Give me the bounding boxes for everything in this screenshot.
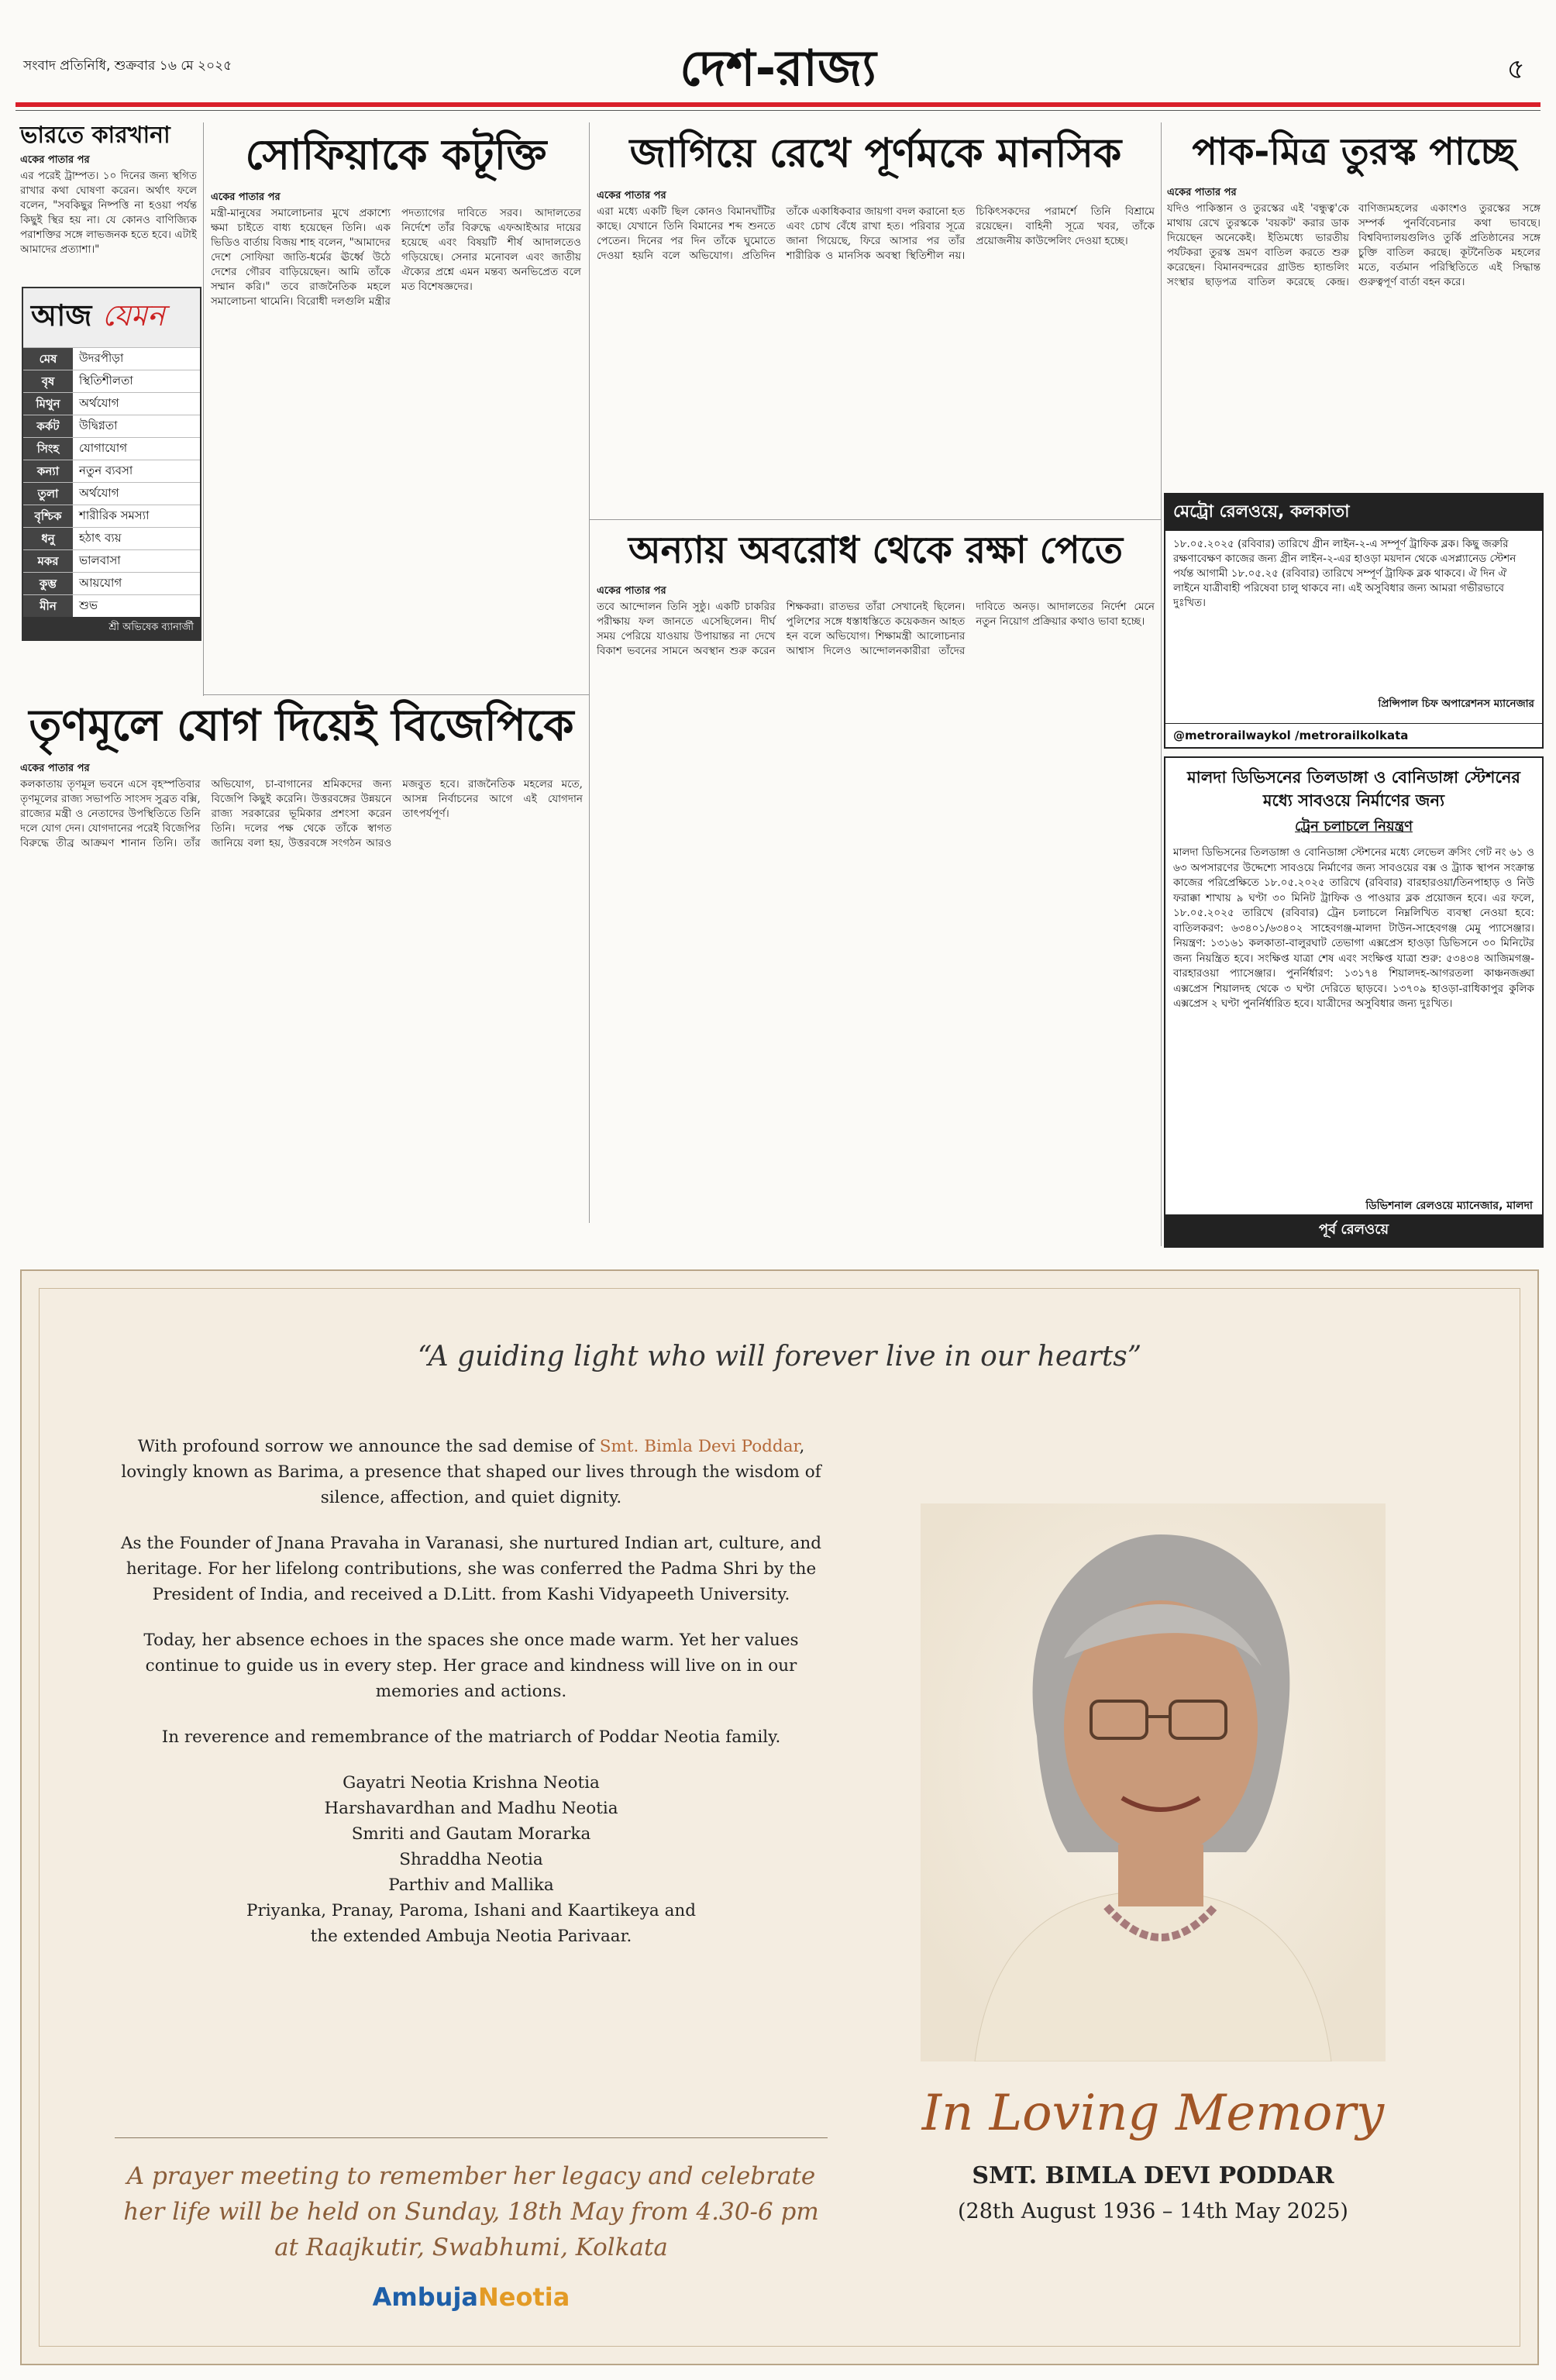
notice-body: মালদা ডিভিসনের তিলডাঙ্গা ও বোনিডাঙ্গা স্টেশনের মধ্যে লেভেল ক্রসিং গেট নং ৬১ ও ৬৩ অপসারণের উদ্দেশ্যে সাবওয়ে নির্মাণের জন্য সাবওয়ের বক্স ও ট্র্যাক স্থাপন সংক্রান্ত কাজের পরিপ্রেক্ষিতে ১৮.০৫.২০২৫ তারিখে (রবিবার) বারহারওয়া/তিনপাহাড় ও নিউ ফরাক্কা শাখায় ৯ ঘণ্টা ৩০ মিনিট ট্রাফিক ও পাওয়ার ব্লক প্রয়োজন হবে। এর ফলে, ১৮.০৫.২০২৫ তারিখে (রবিবার) ট্রেন চলাচলে নিম্নলিখিত ব্যবস্থা নেওয়া হবে: বাতিলকরণ: ৬৩৪০১/৬৩৪০২ সাহেবগঞ্জ-মালদা টাউন-সাহেবগঞ্জ মেমু প্যাসেঞ্জার। নিয়ন্ত্রণ: ১৩১৬১ কলকাতা-বালুরঘাট তেভাগা এক্সপ্রেস হাওড়া ডিভিসনে ৩০ মিনিটের জন্য নিয়ন্ত্রিত হবে। সংক্ষিপ্ত যাত্রা শেষ এবং সংক্ষিপ্ত যাত্রা শুরু: ৫৩৪৩৪ আজিমগঞ্জ-বারহারওয়া প্যাসেঞ্জার। পুনর্নির্ধারণ: ১৩১৭৪ শিয়ালদহ-আগরতলা কাঞ্চনজঙ্ঘা এক্সপ্রেস শিয়ালদহ থেকে ৩ ঘণ্টা দেরিতে ছাড়বে। ১৩৭০৯ হাওড়া-রাধিকাপুর কুলিক এক্সপ্রেস ২ ঘণ্টা পুনর্নির্ধারিত হবে। যাত্রীদের অসুবিধার জন্য দুঃখিত। [1173,846,1534,1010]
reverence-paragraph: In reverence and remembrance of the matriarch of Poddar Neotia family. [161,1727,781,1747]
logo-part-a: Ambuja [372,2282,479,2312]
social-handles: @metrorailwaykol /metrorailkolkata [1165,723,1542,747]
zodiac-forecast: স্থিতিশীলতা [79,373,133,387]
horoscope-row [23,505,200,527]
masthead-thin-rule [15,110,1541,111]
intro-paragraph [115,1434,828,1510]
notice-title: মেট্রো রেলওয়ে, কলকাতা [1165,494,1542,531]
headline: ভারতে কারখানা [20,122,170,149]
continued-label: একের পাতার পর [1167,186,1237,198]
notice-signature: প্রিন্সিপাল চিফ অপারেশনস ম্যানেজার [1378,697,1534,710]
horoscope-box [22,287,201,641]
zodiac-sign: কন্যা [23,460,73,482]
continued-label: একের পাতার পর [211,191,281,204]
horoscope-row [23,370,200,392]
horoscope-row [23,437,200,460]
intro-after: , lovingly known as Barima, a presence that shaped our lives through the wisdom of silence, affection, and quiet dignity. [121,1437,821,1507]
masthead [0,0,1556,116]
family-member-line: Gayatri Neotia Krishna Neotia [343,1773,600,1793]
zodiac-forecast: হঠাৎ ব্যয় [79,530,122,545]
zodiac-forecast: অর্থযোগ [79,395,119,410]
article-body: যদিও পাকিস্তান ও তুরস্কের এই 'বন্ধুত্ব'কে মাথায় রেখে তুরস্ককে 'বয়কট' করার ডাক দিয়েছেন অনেকেই। ইতিমধ্যে ভারতীয় পর্যটকরা তুরস্ক ভ্রমণ বাতিল করতে শুরু করেছেন। বিমানবন্দরের গ্রাউন্ড হ্যান্ডলিং সংস্থার ছাড়পত্র বাতিল করেছে কেন্দ্র। বাণিজ্যমহলের একাংশও তুরস্কের সঙ্গে সম্পর্ক পুনর্বিবেচনার কথা ভাবছে। বিশ্ববিদ্যালয়গুলিও তুর্কি প্রতিষ্ঠানের সঙ্গে চুক্তি বাতিল করছে। কূটনৈতিক মহলের মতে, বর্তমান পরিস্থিতিতে এই সিদ্ধান্ত গুরুত্বপূর্ণ বার্তা বহন করে। [1167,201,1541,288]
article-sofia [211,132,581,702]
horoscope-title [23,288,200,347]
horoscope-title-b: যেমন [102,298,165,332]
article-body: এর পরেই ট্রাম্পত। ১০ দিনের জন্য স্থগিত রাখার কথা ঘোষণা করেন। অর্থাৎ ফলে বলেন, "সবকিছুর নিষ্পত্তি না হওয়া পর্যন্ত কিছুই স্থির হয় না। যে কোনও বাণিজ্যিক পরাশক্তির সঙ্গে লাভজনক হতে হবে। এটাই আমাদের প্রত্যাশা।" [20,170,197,256]
zodiac-sign: বৃশ্চিক [23,505,73,527]
notice-body: ১৮.০৫.২০২৫ (রবিবার) তারিখে গ্রীন লাইন-২-এ সম্পূর্ণ ট্রাফিক ব্লক। কিছু জরুরি রক্ষণাবেক্ষণ কাজের জন্য গ্রীন লাইন-২-এর হাওড়া ময়দান থেকে এসপ্ল্যানেড স্টেশন পর্যন্ত আগামী ১৮.০৫.২৫ (রবিবার) তারিখে সম্পূর্ণ ট্রাফিক ব্লক থাকবে। ঐ দিন ঐ লাইনে যাত্রীবাহী পরিষেবা চালু থাকবে না। এই অসুবিধার জন্য আমরা গভীরভাবে দুঃখিত। [1173,538,1516,609]
edition-date: সংবাদ প্রতিনিধি, শুক্রবার ১৬ মে ২০২৫ [23,58,232,74]
article-body: কলকাতায় তৃণমূল ভবনে এসে বৃহস্পতিবার তৃণমূলের রাজ্য সভাপতি সাংসদ সুব্রত বক্সি, রাজ্যের মন্ত্রী ও নেতাদের উপস্থিতিতে তিনি দলে যোগ দেন। যোগদানের পরেই বিজেপির বিরুদ্ধে তীব্র আক্রমণ শানান তিনি। তাঁর অভিযোগ, চা-বাগানের শ্রমিকদের জন্য বিজেপি কিছুই করেনি। উত্তরবঙ্গের উন্নয়নে রাজ্য সরকারের ভূমিকার প্রশংসা করেন তিনি। দলের পক্ষ থেকে তাঁকে স্বাগত জানিয়ে বলা হয়, উত্তরবঙ্গে সংগঠন আরও মজবুত হবে। রাজনৈতিক মহলের মতে, আসন্ন নির্বাচনের আগে এই যোগদান তাৎপর্যপূর্ণ। [20,777,583,849]
family-member-line: Smriti and Gautam Morarka [351,1824,591,1844]
ambuja-neotia-logo [22,2282,921,2312]
zodiac-forecast: শুভ [79,598,98,612]
article-obstruction [597,530,1155,1212]
zodiac-sign: তুলা [23,483,73,505]
founder-paragraph: As the Founder of Jnana Pravaha in Varanasi, she nurtured Indian art, culture, and heritage. For her lifelong contributions, she was conferred the Padma Shri by the President of India, and received a D.Litt. from Kashi Vidyapeeth University. [121,1534,821,1604]
portrait-photo [921,1503,1386,2061]
continued-label: একের পাতার পর [20,154,90,166]
page-number: ৫ [1506,53,1525,85]
horoscope-row [23,549,200,572]
zodiac-forecast: উদ্বিগ্নতা [79,418,118,432]
absence-paragraph: Today, her absence echoes in the spaces she once made warm. Yet her values continue to guide us in every step. Her grace and kindness will live on in our memories and actions. [143,1631,799,1701]
metro-railway-notice [1164,493,1544,749]
zodiac-sign: মকর [23,550,73,572]
horoscope-row [23,482,200,505]
zodiac-forecast: ভালবাসা [79,553,121,567]
article-body: তবে আন্দোলন তিনি সুষ্ঠু। একটি চাকরির পরীক্ষায় ফল জানতে এসেছিলেন। দীর্ঘ সময় পেরিয়ে যাওয়ায় উপায়ান্তর না দেখে বিকাশ ভবনের সামনে অবস্থান শুরু করেন শিক্ষকরা। রাতভর তাঁরা সেখানেই ছিলেন। পুলিশের সঙ্গে ধস্তাধস্তিতে কয়েকজন আহত হন বলে অভিযোগ। শিক্ষামন্ত্রী আলোচনার আশ্বাস দিলেও আন্দোলনকারীরা তাঁদের দাবিতে অনড়। আদালতের নির্দেশ মেনে নতুন নিয়োগ প্রক্রিয়ার কথাও ভাবা হচ্ছে। [597,600,1155,657]
zodiac-forecast: অর্থযোগ [79,485,119,500]
zodiac-forecast: নতুন ব্যবসা [79,463,133,477]
eastern-railway-notice [1164,756,1544,1248]
obituary-text [115,1434,828,1949]
continued-label: একের পাতার পর [597,584,666,597]
article-body: এরা মধ্যে একটি ছিল কোনও বিমানঘাঁটির কাছে। যেখানে তিনি বিমানের শব্দ শুনতে পেতেন। দিনের পর দিন তাঁকে ঘুমোতে দেওয়া হয়নি বলে অভিযোগ। প্রতিদিন তাঁকে একাধিকবার জায়গা বদল করানো হত এবং চোখ বেঁধে রাখা হত। পরিবার সূত্রে জানা গিয়েছে, ফিরে আসার পর তাঁর শারীরিক ও মানসিক অবস্থা স্থিতিশীল নয়। চিকিৎসকদের পরামর্শে তিনি বিশ্রামে রয়েছেন। বাহিনী সূত্রে খবর, তাঁকে প্রয়োজনীয় কাউন্সেলিং দেওয়া হচ্ছে। [597,205,1155,263]
intro-before: With profound sorrow we announce the sad demise of [137,1437,600,1456]
headline: জাগিয়ে রেখে পূর্ণমকে মানসিক [629,130,1122,177]
horoscope-row [23,527,200,549]
horoscope-row [23,460,200,482]
horoscope-row [23,572,200,594]
headline: অন্যায় অবরোধ থেকে রক্ষা পেতে [628,529,1123,572]
zodiac-sign: সিংহ [23,438,73,460]
deceased-name: SMT. BIMLA DEVI PODDAR [972,2162,1334,2189]
article-turkey [1167,132,1541,488]
zodiac-sign: ধনু [23,528,73,549]
family-member-line: Parthiv and Mallika [388,1875,554,1895]
zodiac-sign: কর্কট [23,415,73,437]
zodiac-sign: মিথুন [23,393,73,415]
horoscope-row [23,392,200,415]
zodiac-forecast: আয়যোগ [79,575,122,590]
family-member-line: Priyanka, Pranay, Paroma, Ishani and Kaartikeya and [246,1901,697,1920]
zodiac-sign: মীন [23,595,73,617]
prayer-meeting-notice: A prayer meeting to remember her legacy and celebrate her life will be held on Sunday, 18th May from 4.30-6 pm at Raajkutir, Swabhumi, Kolkata [123,2162,819,2261]
family-member-line: Harshavardhan and Madhu Neotia [324,1799,618,1818]
in-loving-memory: In Loving Memory [921,2085,1385,2142]
article-purnam [597,132,1155,522]
horoscope-credit: শ্রী অভিষেক ব্যানার্জী [23,617,200,639]
family-member-line: Shraddha Neotia [399,1850,543,1869]
notice-subheadline: ট্রেন চলাচলে নিয়ন্ত্রণ [1295,818,1413,835]
masthead-rule [15,102,1541,107]
horoscope-row [23,415,200,437]
continued-label: একের পাতার পর [20,762,90,774]
column-divider [203,122,204,696]
deceased-name-inline: Smt. Bimla Devi Poddar [599,1437,800,1456]
column-divider [1161,122,1162,1246]
horoscope-row [23,347,200,370]
obituary-ad [20,1269,1539,2365]
deceased-dates: (28th August 1936 – 14th May 2025) [958,2199,1348,2223]
notice-signature: ডিভিশনাল রেলওয়ে ম্যানেজার, মালদা [1365,1200,1533,1212]
horoscope-row [23,594,200,617]
zodiac-sign: কুম্ভ [23,573,73,594]
zodiac-forecast: উদরপীড়া [79,350,124,365]
article-tmc [20,702,583,1219]
logo-part-b: Neotia [478,2282,570,2312]
obituary-quote: “A guiding light who will forever live in our hearts” [417,1341,1142,1373]
family-member-line: the extended Ambuja Neotia Parivaar. [310,1927,632,1946]
horoscope-title-a: আজ [31,298,92,332]
article-body: মন্ত্রী-মানুষের সমালোচনার মুখে প্রকাশ্যে ক্ষমা চাইতে বাধ্য হয়েছেন তিনি। এক ভিডিও বার্তায় বিজয় শাহ বলেন, "আমাদের দেশে সোফিয়া জাতি-ধর্মের ঊর্ধ্বে উঠে দেশের গৌরব বাড়িয়েছেন। আমি তাঁকে সম্মান করি।" তবে রাজনৈতিক মহলে সমালোচনা থামেনি। বিরোধী দলগুলি মন্ত্রীর পদত্যাগের দাবিতে সরব। আদালতের নির্দেশে তাঁর বিরুদ্ধে এফআইআর দায়ের হয়েছে এবং বিষয়টি শীর্ষ আদালতেও গড়িয়েছে। সেনার মনোবল এবং জাতীয় ঐক্যের প্রশ্নে এমন মন্তব্য অনভিপ্রেত বলে মত বিশেষজ্ঞদের। [211,207,581,308]
section-title: দেশ-রাজ্য [680,40,876,98]
zodiac-sign: বৃষ [23,370,73,392]
continued-label: একের পাতার পর [597,190,666,202]
zodiac-forecast: যোগাযোগ [79,440,128,455]
zodiac-forecast: শারীরিক সমস্যা [79,508,150,522]
headline: সোফিয়াকে কটূক্তি [245,130,547,179]
notice-footer: পূর্ব রেলওয়ে [1165,1214,1542,1246]
zodiac-sign: মেষ [23,348,73,370]
headline: তৃণমূলে যোগ দিয়েই বিজেপিকে [29,701,574,751]
family-list [115,1770,828,1949]
obituary-divider [115,2137,828,2138]
column-divider [589,122,590,1223]
headline: পাক-মিত্র তুরস্ক পাচ্ছে [1192,130,1516,174]
notice-headline: মালদা ডিভিসনের তিলডাঙ্গা ও বোনিডাঙ্গা স্টেশনের মধ্যে সাবওয়ে নির্মাণের জন্য [1187,768,1520,810]
article-factory [20,122,197,285]
